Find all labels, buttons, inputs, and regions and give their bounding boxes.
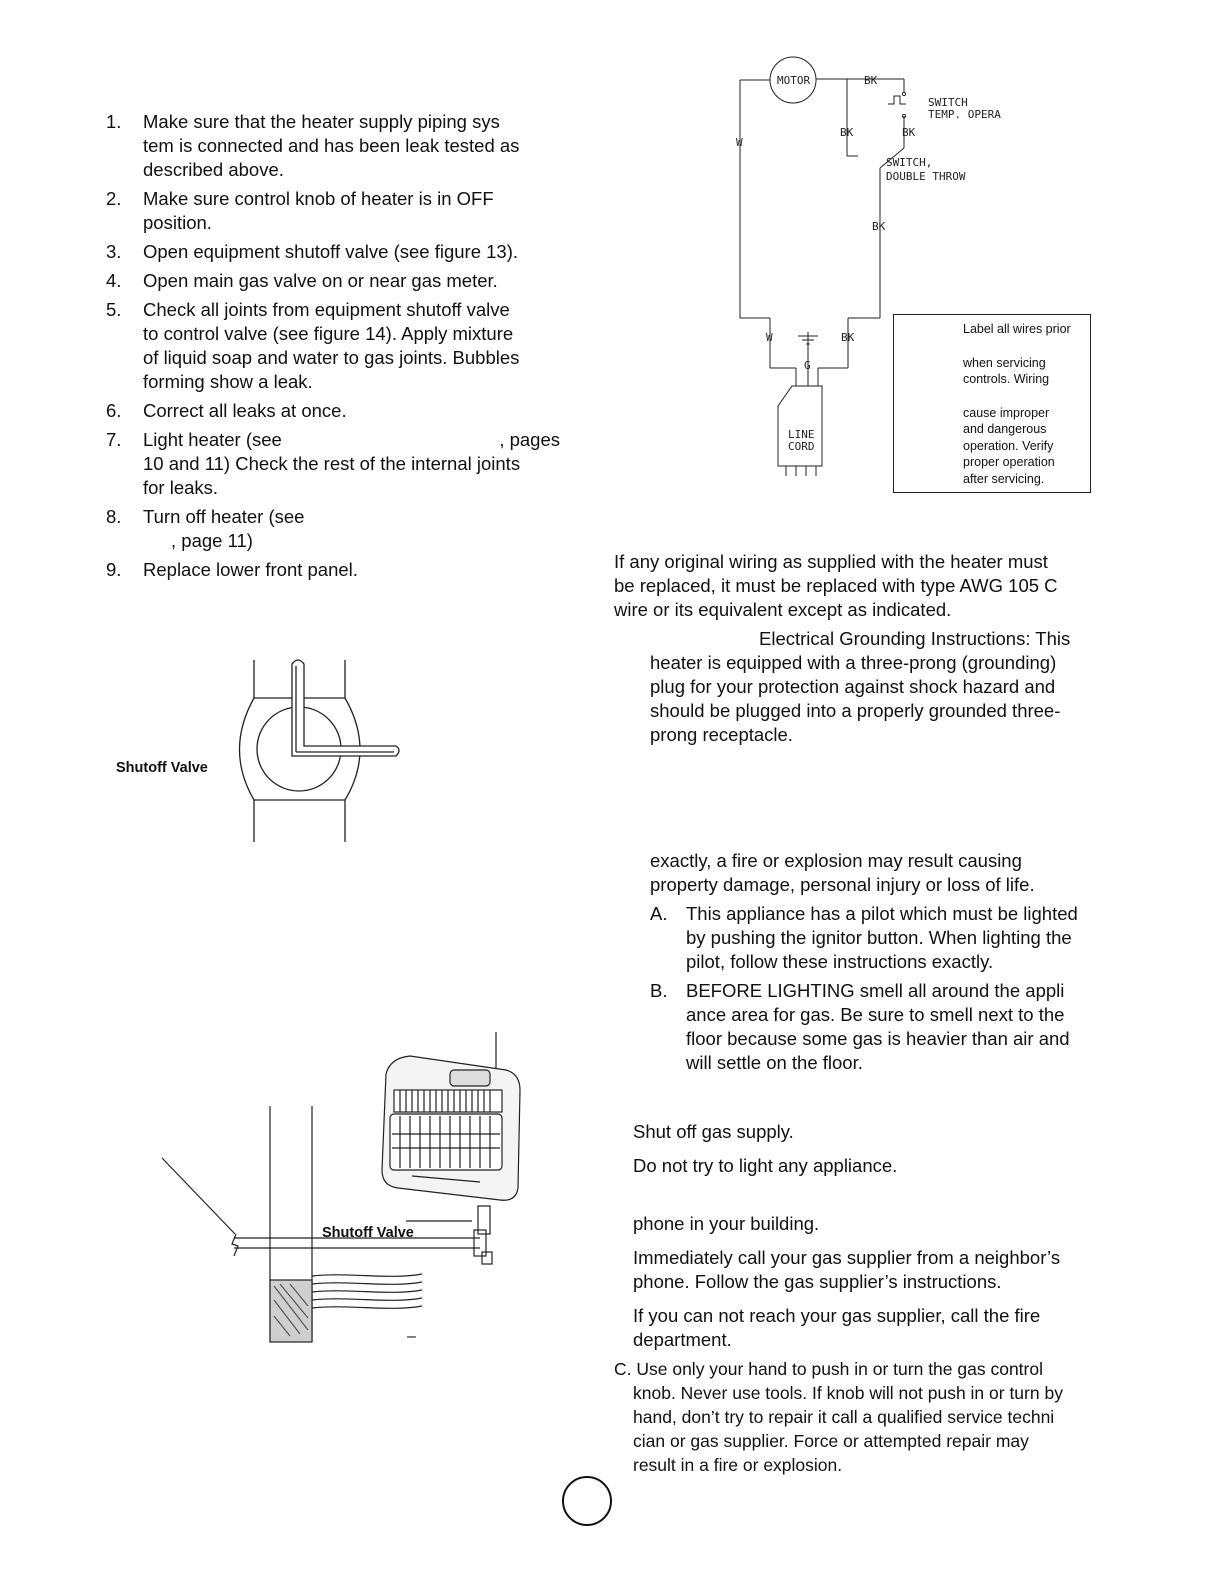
w-label-bottom: W (766, 331, 773, 344)
bk-label-mid: BK (872, 220, 886, 233)
safety-item-a: A. This appliance has a pilot which must be lighted by pushing the ignitor button. When lighting the pilot, follow these instructions exactly. (650, 903, 1078, 972)
switch-temp-label-2: TEMP. OPERA (928, 108, 1001, 121)
switch-double-label-1: SWITCH, (886, 156, 933, 169)
step-4: 4. Open main gas valve on or near gas meter. (106, 270, 498, 291)
step-3: 3. Open equipment shutoff valve (see figure 13). (106, 241, 519, 262)
fire-warning: exactly, a fire or explosion may result causing property damage, personal injury or loss of life. (650, 850, 1035, 895)
wiring-replacement-paragraph: If any original wiring as supplied with the heater must be replaced, it must be replaced with type AWG 105 C wire or its equivalent except as indicated. (614, 551, 1058, 620)
shutoff-valve-label: Shutoff Valve (116, 760, 208, 776)
g-label: G (804, 359, 811, 372)
safety-item-b: B. BEFORE LIGHTING smell all around the appli ance area for gas. Be sure to smell next to the floor because some gas is heavier than air and will settle on the floor. (650, 980, 1070, 1073)
bk-label-left: BK (840, 126, 854, 139)
line-cord-label-1: LINE (788, 428, 815, 441)
installation-shutoff-valve-label: Shutoff Valve (322, 1225, 414, 1241)
safety-item-c: C. Use only your hand to push in or turn the gas control knob. Never use tools. If knob will not push in or turn by hand, don’t try to repair it call a qualified service techni cian or gas supplier. Force or attempted repair may result in a fire or explosion. (614, 1359, 1063, 1475)
bk-label-right: BK (902, 126, 916, 139)
smell-gas-instructions: Shut off gas supply. Do not try to light any appliance. phone in your building. Immediately call your gas supplier from a neighbor’s phone. Follow the gas supplier’s instructions. If you can not reach your gas supplier, call the fire department. (633, 1121, 1061, 1350)
shutoff-valve-figure (200, 650, 420, 850)
line-cord-label-2: CORD (788, 440, 815, 453)
step-8: 8. Turn off heater (see , page 11) (106, 506, 305, 551)
grounding-instructions: Electrical Grounding Instructions: This heater is equipped with a three-prong (grounding) plug for your protection against shock hazard and should be plugged into a properly grounded three- prong receptacle. (650, 628, 1071, 745)
switch-double-label-2: DOUBLE THROW (886, 170, 966, 183)
step-2: 2. Make sure control knob of heater is in OFF position. (106, 188, 494, 233)
step-6: 6. Correct all leaks at once. (106, 400, 347, 421)
figure-marker: – (407, 1328, 416, 1345)
leak-test-steps (106, 110, 566, 587)
step-1: 1. Make sure that the heater supply piping sys tem is connected and has been leak tested as described above. (106, 111, 520, 180)
step-5: 5. Check all joints from equipment shutoff valve to control valve (see figure 14). Apply mixture of liquid soap and water to gas joints. Bubbles forming show a leak. (106, 299, 520, 392)
w-label-top: W (736, 136, 743, 149)
step-9: 9. Replace lower front panel. (106, 559, 358, 580)
page-number-circle (562, 1476, 612, 1526)
wiring-caution-box: Label all wires prior when servicing controls. Wiring cause improper and dangerous operation. Verify proper operation after servicing. (893, 314, 1091, 493)
switch-temp-label-1: SWITCH (928, 96, 968, 109)
step-7: 7. Light heater (see , pages 10 and 11) Check the rest of the internal joints for leaks. (106, 429, 560, 498)
motor-label: MOTOR (777, 74, 811, 87)
bk-label-bottom: BK (841, 331, 855, 344)
heater-installation-figure (150, 1030, 530, 1360)
bk-label-top: BK (864, 74, 878, 87)
